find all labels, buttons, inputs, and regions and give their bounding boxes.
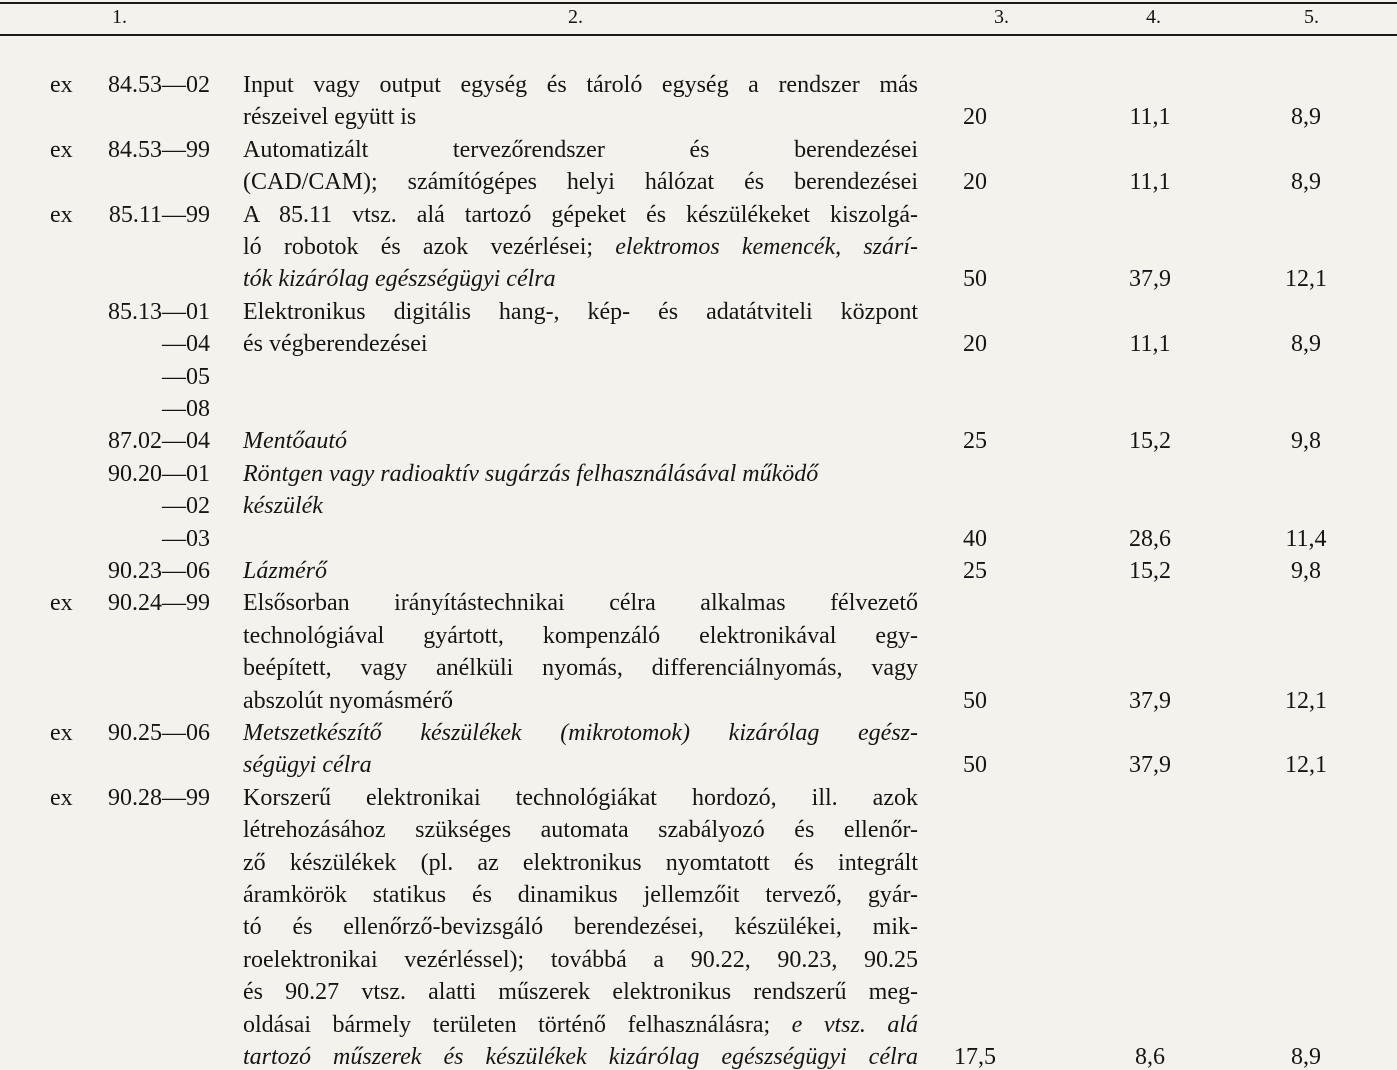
description-text [243,979,918,1005]
value-c5: 9,8 [1291,558,1321,584]
table-line [0,720,1397,746]
value-c3: 20 [963,104,987,130]
description-text [243,914,918,940]
description-text [243,493,918,519]
table-line [0,169,1397,195]
table-line [0,1012,1397,1038]
table-line [0,1044,1397,1070]
table-line [0,785,1397,811]
tariff-number: —05 [162,364,210,390]
table-line [0,234,1397,260]
column-header-3: 3. [994,6,1009,28]
value-c4: 37,9 [1129,266,1171,292]
description-fragment: létrehozásához szükséges automata szabályozó és ellenőr- [243,817,918,843]
description-fragment: tók kizárólag egészségügyi célra [243,266,556,292]
value-c4: 8,6 [1135,1044,1165,1070]
table-line [0,817,1397,843]
table-line [0,850,1397,876]
tariff-number: 90.23—06 [108,558,210,584]
ex-marker: ex [50,720,73,746]
description-text [243,104,918,130]
description-fragment: és 90.27 vtsz. alatti műszerek elektronikus rendszerű meg- [243,979,918,1005]
ex-marker: ex [50,202,73,228]
value-c5: 12,1 [1285,266,1327,292]
description-fragment: roelektronikai vezérléssel); továbbá a 90.22, 90.23, 90.25 [243,947,918,973]
value-c3: 25 [963,428,987,454]
table-line [0,493,1397,519]
description-text [243,623,918,649]
value-c5: 8,9 [1291,169,1321,195]
value-c4: 37,9 [1129,752,1171,778]
description-italic-fragment: e vtsz. alá [791,1012,919,1038]
description-fragment: technológiával gyártott, kompenzáló elektronikával egy- [243,623,918,649]
description-fragment: Lázmérő [243,558,328,584]
table-line [0,72,1397,98]
description-fragment: Automatizált tervezőrendszer és berendezései [243,137,918,163]
ex-marker: ex [50,785,73,811]
table-line [0,137,1397,163]
description-text [243,1012,918,1038]
description-text [243,461,918,487]
column-header-4: 4. [1146,6,1161,28]
description-text [243,1044,918,1070]
tariff-number: 85.13—01 [108,299,210,325]
description-text [243,72,918,98]
tariff-number: 90.24—99 [108,590,210,616]
description-fragment: és végberendezései [243,331,428,357]
description-text [243,202,918,228]
table-line [0,979,1397,1005]
description-fragment: ségügyi célra [243,752,372,778]
value-c5: 9,8 [1291,428,1321,454]
description-text [243,720,918,746]
description-italic-fragment: elektromos kemencék, szárí- [615,234,918,260]
value-c3: 25 [963,558,987,584]
table-line [0,331,1397,357]
description-text [243,331,918,357]
description-fragment: Input vagy output egység és tároló egység a rendszer más [243,72,918,98]
value-c3: 40 [963,526,987,552]
description-fragment: tartozó műszerek és készülékek kizárólag egészségügyi célra [243,1044,918,1070]
tariff-number: 84.53—99 [108,137,210,163]
table-line [0,202,1397,228]
value-c5: 12,1 [1285,752,1327,778]
description-text [243,299,918,325]
description-fragment: készülék [243,493,323,519]
table-line [0,914,1397,940]
description-fragment: Elsősorban irányítástechnikai célra alkalmas félvezető [243,590,918,616]
description-fragment: részeivel együtt is [243,104,417,130]
description-fragment: ló robotok és azok vezérlései; [243,234,594,260]
value-c5: 11,4 [1285,526,1327,552]
description-fragment: tó és ellenőrző-bevizsgáló berendezései, készülékei, mik- [243,914,918,940]
description-text [243,817,918,843]
table-line [0,882,1397,908]
description-fragment: ző készülékek (pl. az elektronikus nyomtatott és integrált [243,850,918,876]
description-text [243,947,918,973]
header-rule-top [0,2,1397,4]
description-text [243,558,918,584]
tariff-number: 85.11—99 [108,202,210,228]
value-c4: 11,1 [1129,104,1171,130]
tariff-number: 84.53—02 [108,72,210,98]
ex-marker: ex [50,590,73,616]
value-c4: 28,6 [1129,526,1171,552]
description-fragment: (CAD/CAM); számítógépes helyi hálózat és berendezései [243,169,918,195]
value-c3: 20 [963,331,987,357]
value-c3: 50 [963,688,987,714]
description-text [243,428,918,454]
description-fragment: abszolút nyomásmérő [243,688,453,714]
value-c3: 20 [963,169,987,195]
description-fragment: Mentőautó [243,428,347,454]
description-fragment: beépített, vagy anélküli nyomás, differenciálnyomás, vagy [243,655,918,681]
table-line [0,752,1397,778]
header-rule-bottom [0,34,1397,36]
tariff-number: 87.02—04 [108,428,210,454]
tariff-number: 90.20—01 [108,461,210,487]
column-header-2: 2. [568,6,583,28]
value-c5: 8,9 [1291,104,1321,130]
tariff-number: —08 [162,396,210,422]
tariff-number: —02 [162,493,210,519]
column-header-1: 1. [112,6,127,28]
table-line [0,590,1397,616]
table-line [0,396,1397,422]
table-line [0,688,1397,714]
description-text [243,137,918,163]
tariff-number: —03 [162,526,210,552]
value-c4: 11,1 [1129,169,1171,195]
description-fragment: áramkörök statikus és dinamikus jellemzőit tervező, gyár- [243,882,918,908]
description-fragment: Röntgen vagy radioaktív sugárzás felhasználásával működő [243,461,819,487]
description-text [243,785,918,811]
table-line [0,947,1397,973]
value-c3: 17,5 [954,1044,996,1070]
value-c3: 50 [963,266,987,292]
table-line [0,461,1397,487]
value-c4: 37,9 [1129,688,1171,714]
description-fragment: Metszetkészítő készülékek (mikrotomok) kizárólag egész- [243,720,918,746]
ex-marker: ex [50,137,73,163]
table-line [0,104,1397,130]
description-text [243,688,918,714]
description-text [243,266,918,292]
table-line [0,428,1397,454]
table-line [0,655,1397,681]
value-c3: 50 [963,752,987,778]
value-c5: 8,9 [1291,331,1321,357]
description-fragment: Elektronikus digitális hang-, kép- és adatátviteli központ [243,299,918,325]
description-text [243,590,918,616]
tariff-number: 90.28—99 [108,785,210,811]
value-c5: 12,1 [1285,688,1327,714]
table-line [0,623,1397,649]
ex-marker: ex [50,72,73,98]
description-text [243,234,918,260]
table-line [0,266,1397,292]
value-c5: 8,9 [1291,1044,1321,1070]
table-line [0,558,1397,584]
value-c4: 11,1 [1129,331,1171,357]
value-c4: 15,2 [1129,558,1171,584]
description-text [243,169,918,195]
description-text [243,882,918,908]
value-c4: 15,2 [1129,428,1171,454]
description-text [243,655,918,681]
description-text [243,850,918,876]
description-fragment: oldásai bármely területen történő felhasználásra; [243,1012,771,1038]
tariff-number: 90.25—06 [108,720,210,746]
description-text [243,752,918,778]
description-fragment: A 85.11 vtsz. alá tartozó gépeket és készülékeket kiszolgá- [243,202,918,228]
table-line [0,299,1397,325]
table-line [0,364,1397,390]
tariff-number: —04 [162,331,210,357]
table-line [0,526,1397,552]
column-header-5: 5. [1304,6,1319,28]
description-fragment: Korszerű elektronikai technológiákat hordozó, ill. azok [243,785,918,811]
